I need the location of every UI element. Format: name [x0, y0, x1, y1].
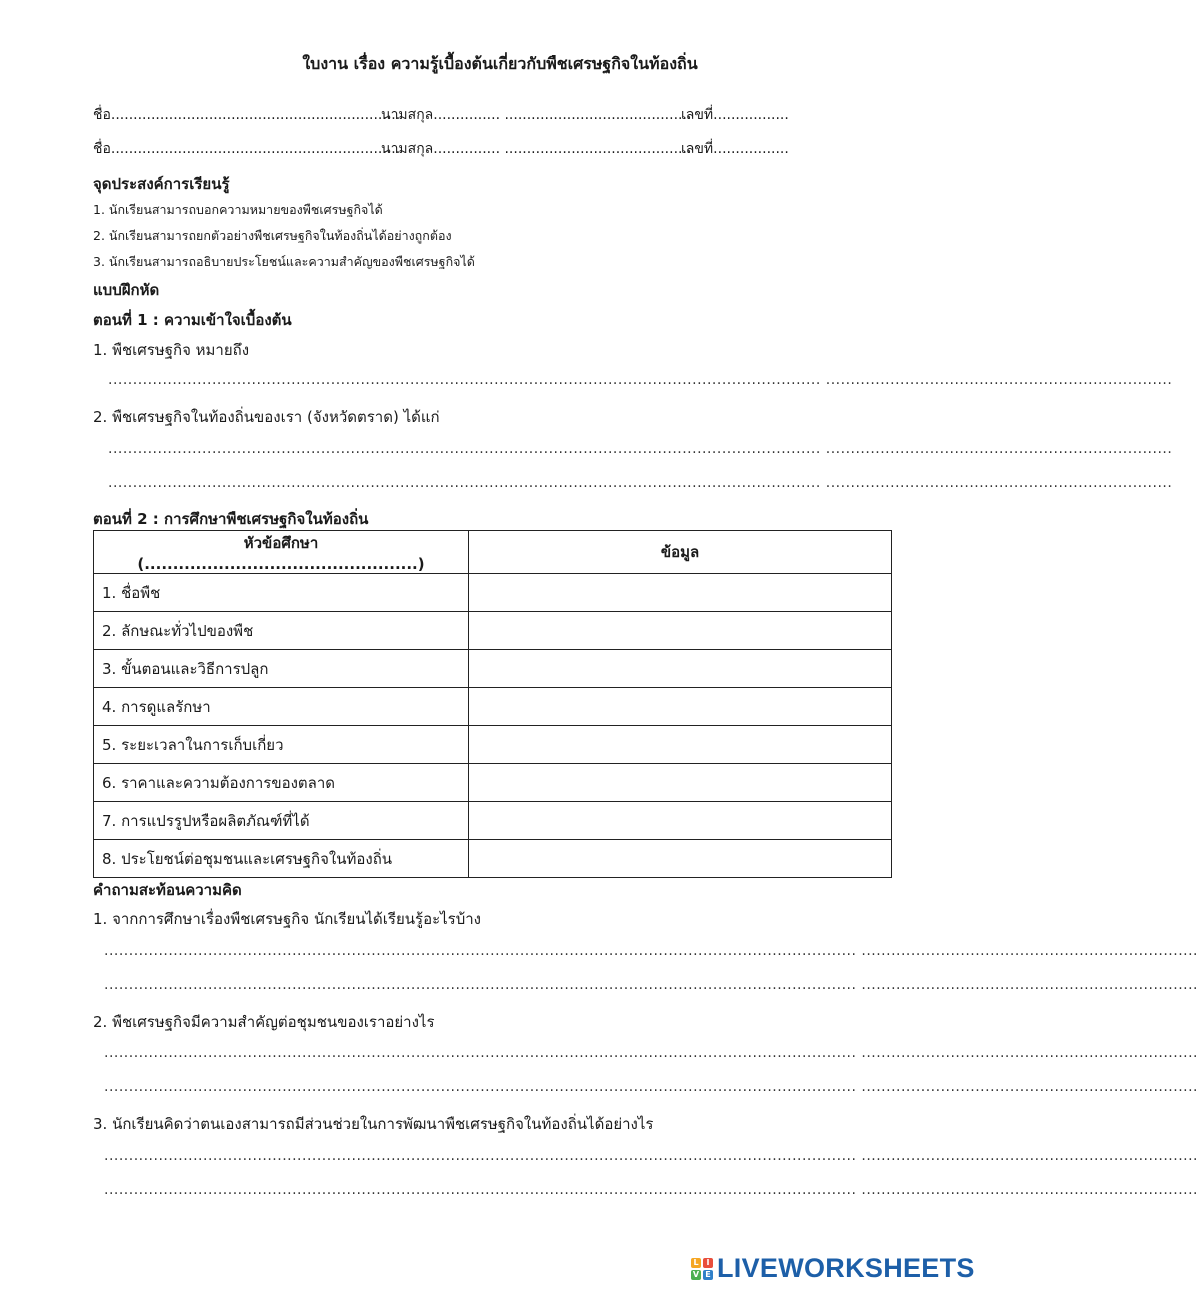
table-row-label: 4. การดูแลรักษา [94, 688, 469, 726]
table-header-topic[interactable]: หัวข้อศึกษา (................................................) [94, 531, 469, 574]
table-row [94, 688, 892, 726]
surname-field-2[interactable]: นามสกุล............... .......................................... [381, 141, 692, 157]
objective-item: 3. นักเรียนสามารถอธิบายประโยชน์และความสำคัญของพืชเศรษฐกิจได้ [93, 254, 475, 269]
table-row-answer-cell[interactable] [469, 840, 892, 878]
table-row-label: 7. การแปรรูปหรือผลิตภัณฑ์ที่ได้ [94, 802, 469, 840]
objective-item: 1. นักเรียนสามารถบอกความหมายของพืชเศรษฐกิจได้ [93, 202, 383, 217]
table-row-label: 6. ราคาและความต้องการของตลาด [94, 764, 469, 802]
answer-line[interactable]: ........................................................................................................................................................ .................................................................... [104, 977, 1198, 993]
table-row [94, 574, 892, 612]
answer-line[interactable]: ................................................................................................................................................ ...................................................................... [108, 372, 1173, 388]
table-row-answer-cell[interactable] [469, 726, 892, 764]
answer-line[interactable]: ........................................................................................................................................................ .................................................................... [104, 1182, 1198, 1198]
study-table [93, 530, 892, 878]
reflection-question-1: 1. จากการศึกษาเรื่องพืชเศรษฐกิจ นักเรียนได้เรียนรู้อะไรบ้าง [93, 910, 482, 928]
table-row-answer-cell[interactable] [469, 612, 892, 650]
table-row-answer-cell[interactable] [469, 650, 892, 688]
answer-line[interactable]: ........................................................................................................................................................ .................................................................... [104, 1079, 1198, 1095]
reflection-question-2: 2. พืชเศรษฐกิจมีความสำคัญต่อชุมชนของเราอย่างไร [93, 1013, 435, 1031]
liveworksheets-logo-icon: L I V E [691, 1258, 713, 1280]
table-row [94, 840, 892, 878]
objective-item: 2. นักเรียนสามารถยกตัวอย่างพืชเศรษฐกิจในท้องถิ่นได้อย่างถูกต้อง [93, 228, 452, 243]
surname-field-1[interactable]: นามสกุล............... .......................................... [381, 107, 692, 123]
table-row-answer-cell[interactable] [469, 688, 892, 726]
number-field-2[interactable]: เลขที่................. [681, 141, 789, 157]
liveworksheets-logo-text: LIVEWORKSHEETS [717, 1253, 975, 1283]
answer-line[interactable]: ................................................................................................................................................ ...................................................................... [108, 475, 1173, 491]
table-row-answer-cell[interactable] [469, 764, 892, 802]
table-header-info: ข้อมูล [469, 531, 892, 574]
page-title: ใบงาน เรื่อง ความรู้เบื้องต้นเกี่ยวกับพืชเศรษฐกิจในท้องถิ่น [302, 54, 698, 73]
part2-heading: ตอนที่ 2 : การศึกษาพืชเศรษฐกิจในท้องถิ่น [93, 510, 369, 528]
reflection-question-3: 3. นักเรียนคิดว่าตนเองสามารถมีส่วนช่วยในการพัฒนาพืชเศรษฐกิจในท้องถิ่นได้อย่างไร [93, 1115, 654, 1133]
table-row [94, 612, 892, 650]
table-row-label: 1. ชื่อพืช [94, 574, 469, 612]
answer-line[interactable]: ........................................................................................................................................................ .................................................................... [104, 1045, 1198, 1061]
table-row [94, 726, 892, 764]
table-row-label: 5. ระยะเวลาในการเก็บเกี่ยว [94, 726, 469, 764]
number-field-1[interactable]: เลขที่................. [681, 107, 789, 123]
name-field-1[interactable]: ชื่อ................................................................. [93, 107, 401, 123]
exercise-heading: แบบฝึกหัด [93, 281, 160, 299]
table-row-answer-cell[interactable] [469, 574, 892, 612]
table-row-label: 2. ลักษณะทั่วไปของพืช [94, 612, 469, 650]
part1-heading: ตอนที่ 1 : ความเข้าใจเบื้องต้น [93, 311, 292, 329]
liveworksheets-logo [691, 1253, 975, 1284]
part1-question-2: 2. พืชเศรษฐกิจในท้องถิ่นของเรา (จังหวัดตราด) ได้แก่ [93, 408, 440, 426]
table-row [94, 802, 892, 840]
name-field-2[interactable]: ชื่อ................................................................. [93, 141, 401, 157]
table-row [94, 650, 892, 688]
objectives-heading: จุดประสงค์การเรียนรู้ [93, 175, 230, 193]
table-row-label: 3. ขั้นตอนและวิธีการปลูก [94, 650, 469, 688]
reflection-heading: คำถามสะท้อนความคิด [93, 881, 242, 899]
table-row-answer-cell[interactable] [469, 802, 892, 840]
answer-line[interactable]: ................................................................................................................................................ ...................................................................... [108, 441, 1173, 457]
part1-question-1: 1. พืชเศรษฐกิจ หมายถึง [93, 341, 250, 359]
answer-line[interactable]: ........................................................................................................................................................ .................................................................... [104, 943, 1198, 959]
answer-line[interactable]: ........................................................................................................................................................ .................................................................... [104, 1148, 1198, 1164]
table-row [94, 764, 892, 802]
table-row-label: 8. ประโยชน์ต่อชุมชนและเศรษฐกิจในท้องถิ่น [94, 840, 469, 878]
table-header-row [94, 531, 892, 574]
